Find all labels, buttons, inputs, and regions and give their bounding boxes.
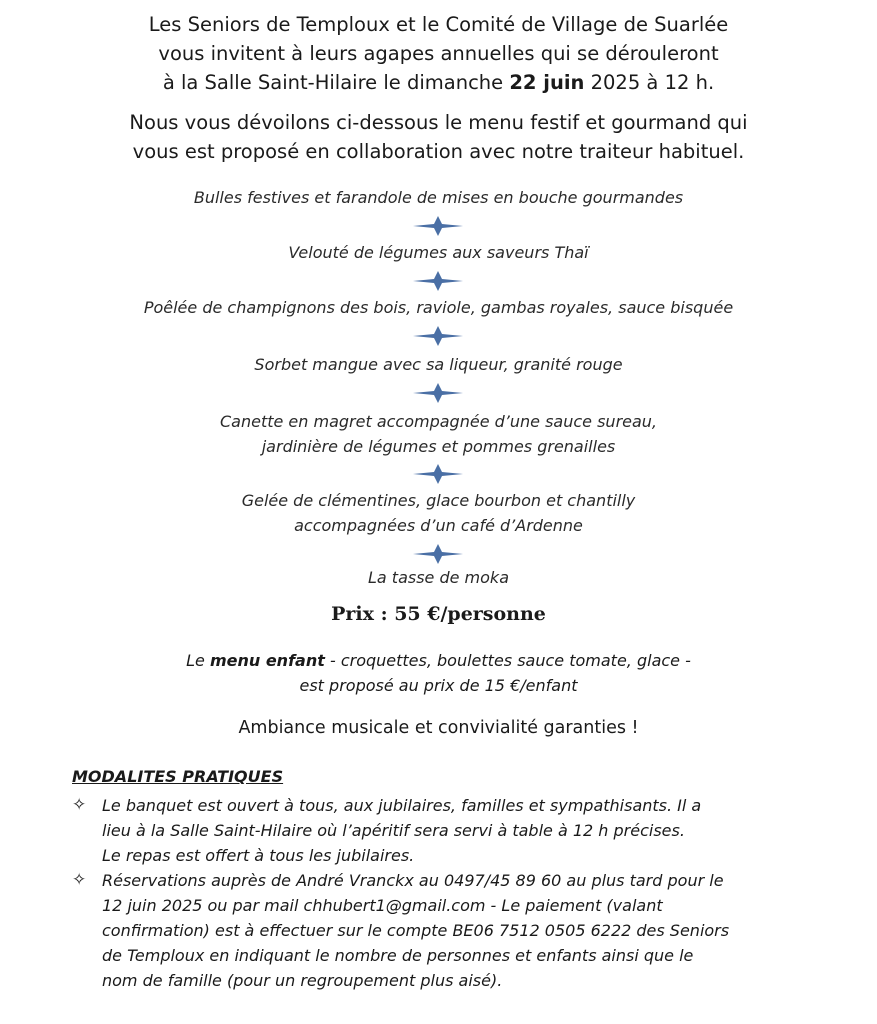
list-item [72, 868, 832, 993]
bullet-1-line-3: Le repas est offert à tous les jubilaires. [102, 846, 415, 865]
bullet-2-line-1: Réservations auprès de André Vranckx au 0497/45 89 60 au plus tard pour le [102, 871, 724, 890]
bullet-2-line-2: 12 juin 2025 ou par mail chhubert1@gmail.com - Le paiement (valant [102, 896, 663, 915]
bullet-2-line-4: de Temploux en indiquant le nombre de personnes et enfants ainsi que le [102, 946, 694, 965]
intro-line-3 [0, 68, 877, 97]
menu-course-2 [0, 240, 877, 265]
child-menu [0, 648, 877, 698]
menu-course-3-text: Poêlée de champignons des bois, raviole, gambas royales, sauce bisquée [143, 298, 734, 317]
menu-course-1 [0, 185, 877, 210]
list-item [72, 793, 832, 868]
child-menu-line-2: est proposé au prix de 15 €/enfant [299, 676, 578, 695]
four-point-star-icon [413, 544, 463, 564]
menu-course-7-text: La tasse de moka [367, 568, 509, 587]
four-point-star-outline-icon: ✧ [72, 870, 87, 890]
menu-course-7 [0, 565, 877, 590]
bullet-2-line-3: confirmation) est à effectuer sur le compte BE06 7512 0505 6222 des Seniors [102, 921, 730, 940]
intro-line-4: Nous vous dévoilons ci-dessous le menu festif et gourmand qui [129, 111, 748, 134]
four-point-star-icon [413, 326, 463, 346]
event-date: 22 juin [509, 71, 585, 94]
ambiance-text: Ambiance musicale et convivialité garanties ! [238, 718, 639, 738]
four-point-star-icon [413, 271, 463, 291]
menu-course-6-line-2: accompagnées d’un café d’Ardenne [294, 516, 583, 535]
bullet-2-line-5: nom de famille (pour un regroupement plus aisé). [102, 971, 503, 990]
invitation-text [0, 10, 877, 97]
bullet-1-line-1: Le banquet est ouvert à tous, aux jubilaires, familles et sympathisants. Il a [102, 796, 702, 815]
menu-course-4-text: Sorbet mangue avec sa liqueur, granité rouge [254, 355, 623, 374]
four-point-star-icon [413, 464, 463, 484]
intro-line-2: vous invitent à leurs agapes annuelles qui se dérouleront [158, 42, 719, 65]
menu-course-5-line-1: Canette en magret accompagnée d’une sauce sureau, [219, 412, 658, 431]
intro-line-1: Les Seniors de Temploux et le Comité de Village de Suarlée [148, 13, 729, 36]
child-menu-label: menu enfant [209, 651, 325, 670]
menu-course-2-text: Velouté de légumes aux saveurs Thaï [288, 243, 589, 262]
practical-title: MODALITES PRATIQUES [72, 767, 284, 786]
menu-intro-text [0, 108, 877, 166]
bullet-1-line-2: lieu à la Salle Saint-Hilaire où l’apéritif sera servi à table à 12 h précises. [102, 821, 685, 840]
child-menu-line-1 [0, 648, 877, 673]
menu-course-6 [0, 488, 877, 538]
practical-list [72, 793, 832, 993]
menu-course-4 [0, 352, 877, 377]
intro-line-3-end: 2025 à 12 h. [584, 71, 715, 94]
four-point-star-outline-icon: ✧ [72, 795, 87, 815]
intro-line-5: vous est proposé en collaboration avec notre traiteur habituel. [132, 140, 745, 163]
menu-course-3 [0, 295, 877, 320]
four-point-star-icon [413, 383, 463, 403]
menu-course-5 [0, 409, 877, 459]
child-menu-prefix: Le [186, 651, 210, 670]
child-menu-description: - croquettes, boulettes sauce tomate, glace - [324, 651, 691, 670]
menu-course-1-text: Bulles festives et farandole de mises en bouche gourmandes [193, 188, 684, 207]
price: Prix : 55 €/personne [331, 603, 546, 625]
menu-course-5-line-2: jardinière de légumes et pommes grenailles [261, 437, 616, 456]
intro-line-3-start: à la Salle Saint-Hilaire le dimanche [162, 71, 510, 94]
menu-course-6-line-1: Gelée de clémentines, glace bourbon et chantilly [241, 491, 636, 510]
four-point-star-icon [413, 216, 463, 236]
